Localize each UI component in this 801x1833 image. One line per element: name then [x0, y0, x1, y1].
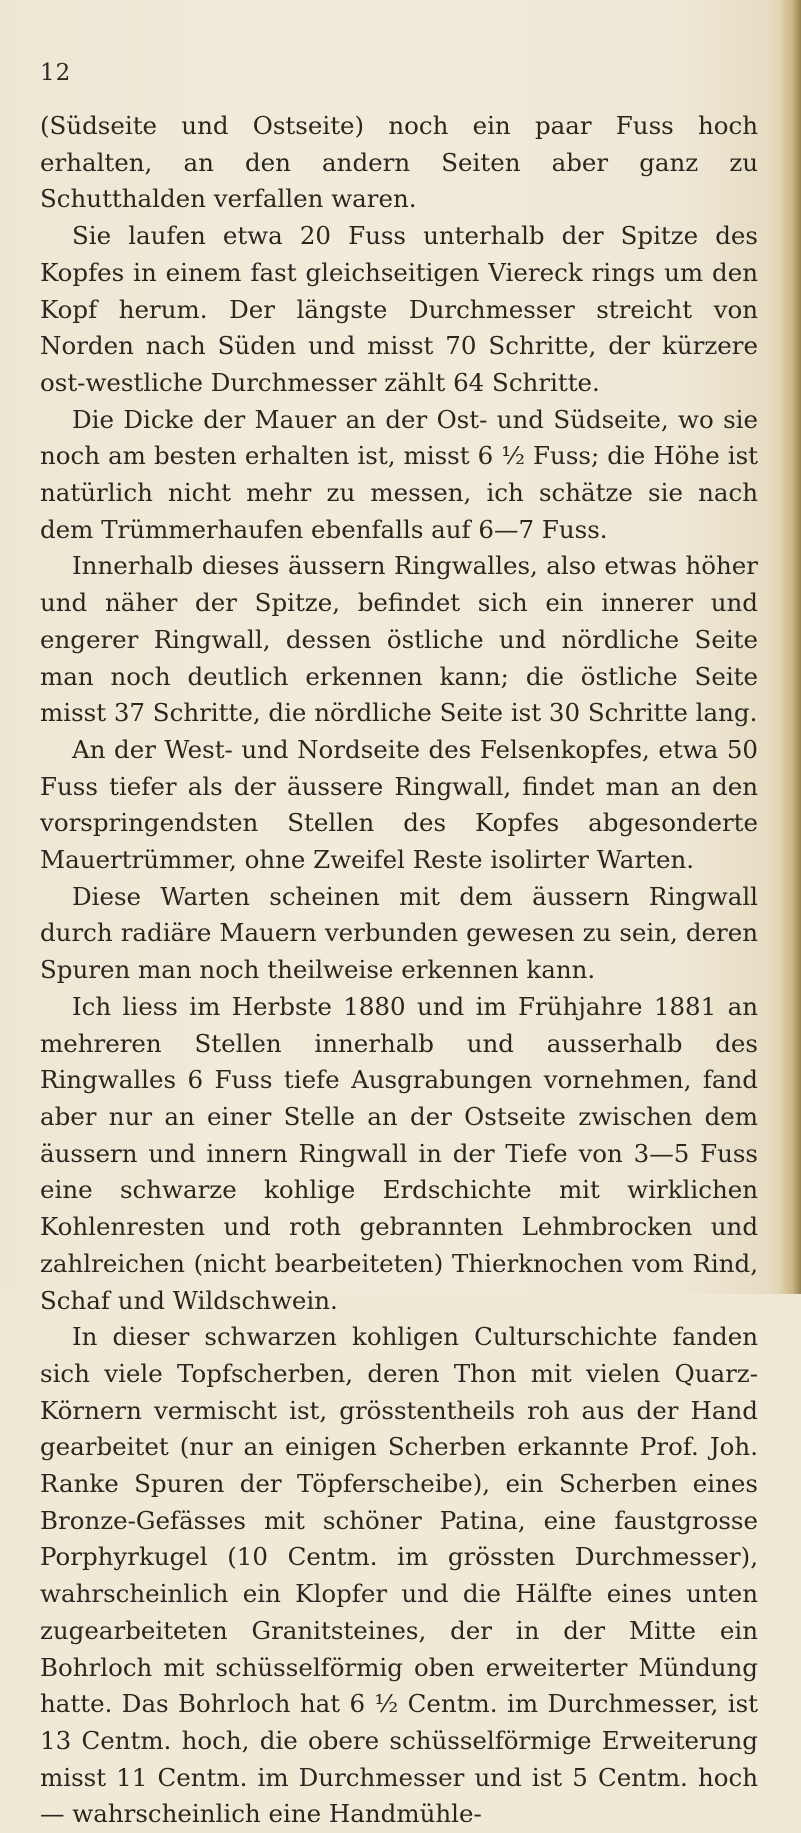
paragraph: (Südseite und Ostseite) noch ein paar Fuss hoch erhalten, an den andern Seiten aber ganz zu Schutthalden verfallen waren.	[40, 111, 758, 214]
paragraph: An der West- und Nordseite des Felsenkopfes, etwa 50 Fuss tiefer als der äussere Ringwall, findet man an den vorspringendsten Stellen des Kopfes abgesonderte Mauertrümmer, ohne Zweifel Reste isolirter Warten.	[40, 734, 758, 875]
paragraph: Ich liess im Herbste 1880 und im Frühjahre 1881 an mehreren Stellen innerhalb und ausserhalb des Ringwalles 6 Fuss tiefe Ausgrabungen vornehmen, fand aber nur an einer Stelle an der Ostseite zwischen dem äussern und innern Ringwall in der Tiefe von 3—5 Fuss eine schwarze kohlige Erdschichte mit wirklichen Kohlenresten und roth gebrannten Lehmbrocken und zahlreichen (nicht bearbeiteten) Thierknochen vom Rind, Schaf und Wildschwein.	[40, 991, 758, 1315]
page-number: 12	[40, 60, 72, 86]
body-text	[40, 108, 758, 1833]
paragraph: Die Dicke der Mauer an der Ost- und Südseite, wo sie noch am besten erhalten ist, misst 6 ½ Fuss; die Höhe ist natürlich nicht mehr zu messen, ich schätze sie nach dem Trümmerhaufen ebenfalls auf 6—7 Fuss.	[40, 404, 758, 544]
paragraph: Sie laufen etwa 20 Fuss unterhalb der Spitze des Kopfes in einem fast gleichseitigen Viereck rings um den Kopf herum. Der längste Durchmesser streicht von Norden nach Süden und misst 70 Schritte, der kürzere ost-westliche Durchmesser zählt 64 Schritte.	[40, 221, 758, 397]
paragraph: Diese Warten scheinen mit dem äussern Ringwall durch radiäre Mauern verbunden gewesen zu sein, deren Spuren man noch theilweise erkennen kann.	[40, 881, 758, 985]
page-edge-shadow	[779, 0, 801, 1294]
paragraph: Innerhalb dieses äussern Ringwalles, also etwas höher und näher der Spitze, befindet sich ein innerer und engerer Ringwall, dessen östliche und nördliche Seite man noch deutlich erkennen kann; die östliche Seite misst 37 Schritte, die nördliche Seite ist 30 Schritte lang.	[40, 551, 758, 728]
paragraph: In dieser schwarzen kohligen Culturschichte fanden sich viele Topfscherben, deren Thon mit vielen Quarz-Körnern vermischt ist, grösstentheils roh aus der Hand gearbeitet (nur an einigen Scherben erkannte Prof. Joh. Ranke Spuren der Töpferscheibe), ein Scherben eines Bronze-Gefässes mit schöner Patina, eine faustgrosse Porphyrkugel (10 Centm. im grössten Durchmesser), wahrscheinlich ein Klopfer und die Hälfte eines unten zugearbeiteten Granitsteines, der in der Mitte ein Bohrloch mit schüsselförmig oben erweiterter Mündung hatte. Das Bohrloch hat 6 ½ Centm. im Durchmesser, ist 13 Centm. hoch, die obere schüsselförmige Erweiterung misst 11 Centm. im Durchmesser und ist 5 Centm. hoch — wahrscheinlich eine Handmühle-	[40, 1322, 758, 1829]
